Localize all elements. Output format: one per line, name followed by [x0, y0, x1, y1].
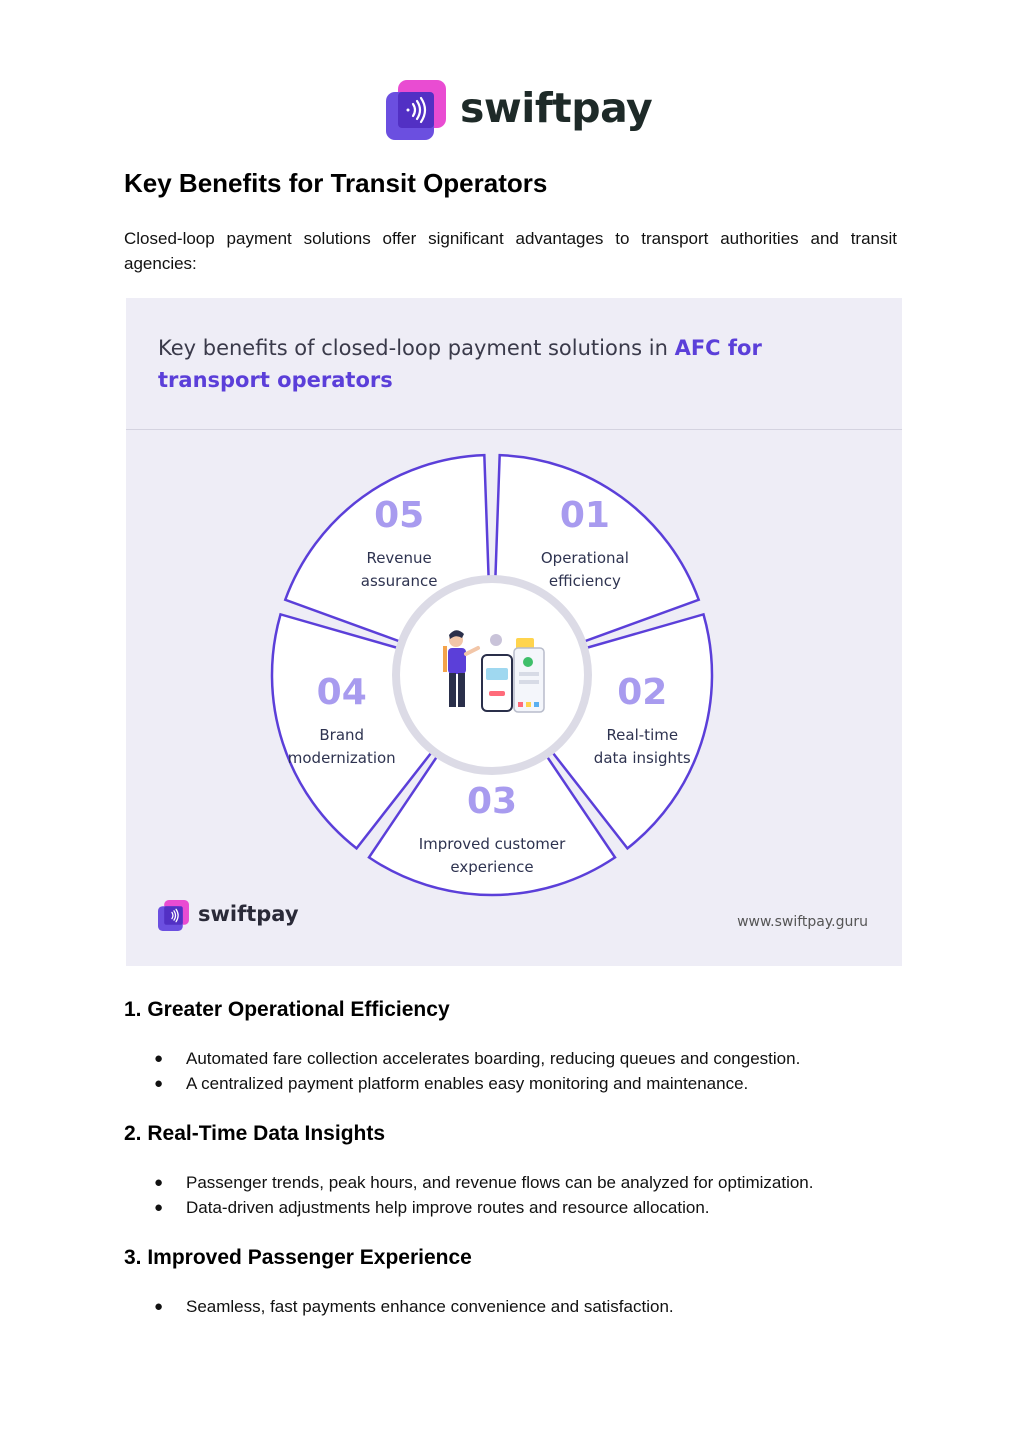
bullet-icon: ●	[154, 1199, 164, 1216]
list-item: ● Seamless, fast payments enhance convenience and satisfaction.	[124, 1294, 924, 1319]
section-heading-2: 2. Real-Time Data Insights	[124, 1122, 386, 1145]
segment-label: Brand	[319, 725, 365, 744]
section-heading-1: 1. Greater Operational Efficiency	[124, 998, 450, 1021]
infographic-heading-highlight: AFC for transport operators	[158, 336, 762, 392]
segment-label: data insights	[593, 748, 691, 767]
bullet-icon: ●	[154, 1174, 164, 1191]
segment-label: Revenue	[366, 549, 432, 568]
segment-number: 01	[559, 495, 610, 537]
footer-url: www.swiftpay.guru	[737, 914, 868, 930]
section-3-bullets	[124, 1294, 924, 1319]
section-2-bullets	[124, 1170, 924, 1220]
list-item: ● Data-driven adjustments help improve routes and resource allocation.	[124, 1195, 924, 1220]
page-title: Key Benefits for Transit Operators	[124, 168, 548, 198]
segment-number: 04	[316, 671, 367, 713]
segment-number: 03	[466, 781, 518, 822]
bullet-icon: ●	[154, 1298, 164, 1315]
benefits-wheel	[126, 298, 902, 966]
section-1-bullets	[124, 1046, 924, 1096]
segment-label: Improved customer	[418, 835, 566, 853]
segment-label: assurance	[360, 572, 438, 591]
footer-brand-name: swiftpay	[198, 902, 299, 926]
person-with-phone-payment-terminal-icon	[443, 630, 544, 712]
segment-label: Real-time	[606, 725, 679, 744]
segment-label: efficiency	[548, 572, 621, 591]
segment-label: experience	[450, 858, 534, 876]
benefits-infographic	[126, 298, 902, 966]
swiftpay-logo-icon	[386, 80, 448, 142]
list-item: ● Passenger trends, peak hours, and revenue flows can be analyzed for optimization.	[124, 1170, 924, 1195]
segment-label: modernization	[287, 748, 396, 767]
list-item: ● A centralized payment platform enables easy monitoring and maintenance.	[124, 1071, 924, 1096]
segment-number: 02	[617, 671, 668, 713]
segment-number: 05	[374, 495, 425, 537]
bullet-icon: ●	[154, 1075, 164, 1092]
brand-name: swiftpay	[460, 84, 653, 132]
segment-label: Operational	[540, 549, 629, 568]
intro-paragraph: Closed-loop payment solutions offer significant advantages to transport authorities and transit agencies:	[124, 229, 897, 273]
bullet-icon: ●	[154, 1050, 164, 1067]
list-item: ● Automated fare collection accelerates boarding, reducing queues and congestion.	[124, 1046, 924, 1071]
section-heading-3: 3. Improved Passenger Experience	[124, 1246, 472, 1269]
swiftpay-logo-icon	[158, 900, 190, 932]
infographic-heading-plain: Key benefits of closed-loop payment solutions in	[158, 336, 675, 360]
